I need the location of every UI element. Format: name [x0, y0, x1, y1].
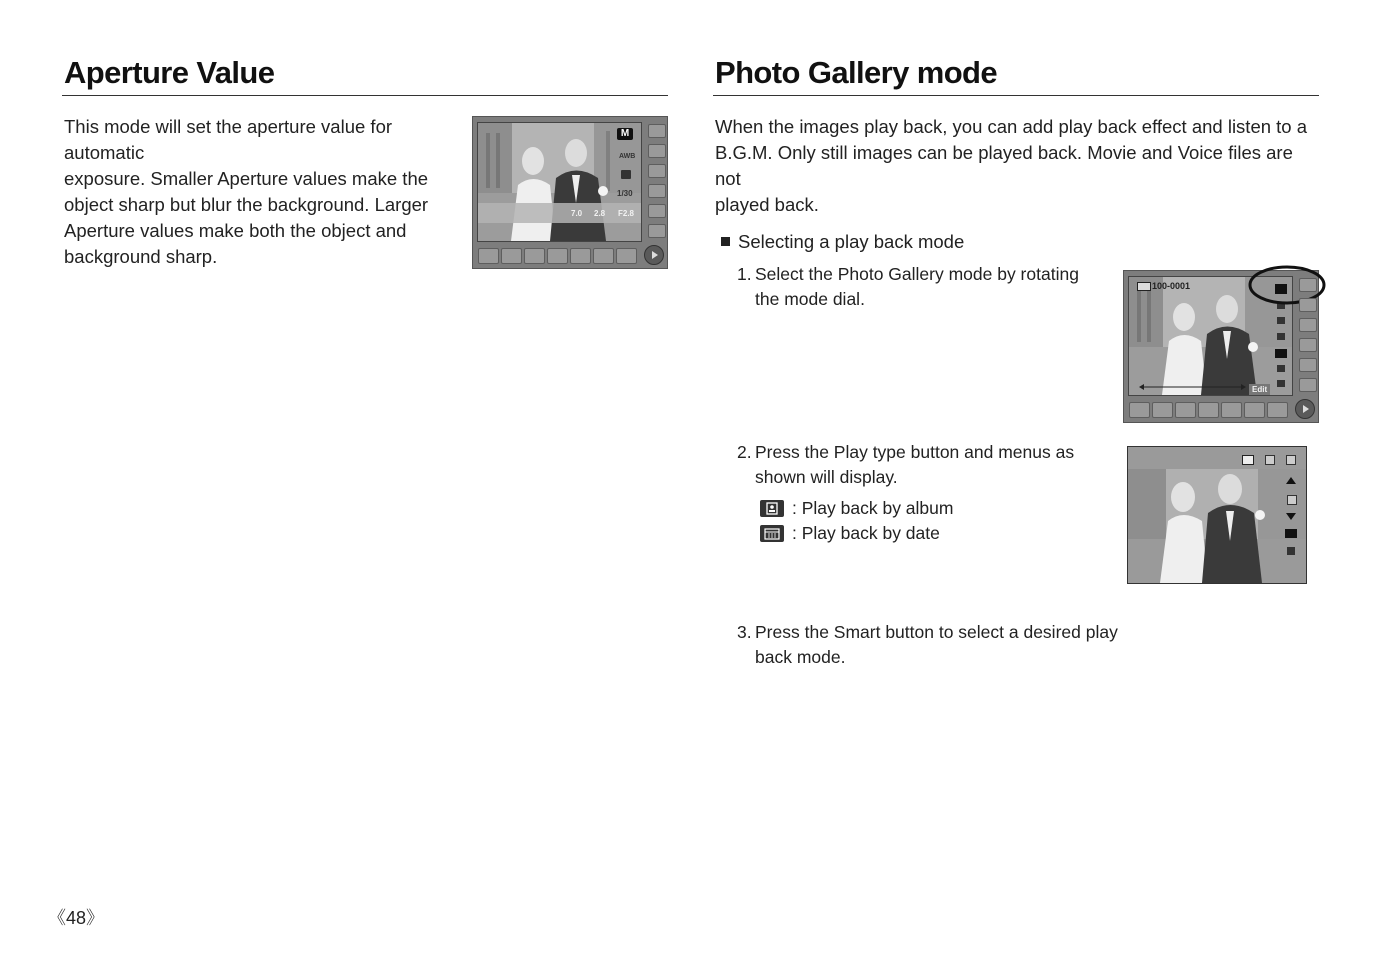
side-button — [648, 224, 666, 238]
up-arrow-icon — [1286, 477, 1296, 484]
left-title: Aperture Value — [64, 55, 275, 90]
edit-label: Edit — [1249, 384, 1270, 395]
bottom-button — [1152, 402, 1173, 418]
left-body-line: exposure. Smaller Aperture values make the — [64, 168, 429, 189]
step-number: 1. — [737, 264, 752, 284]
right-title: Photo Gallery mode — [715, 55, 998, 90]
bottom-button — [1267, 402, 1288, 418]
aperture-value: 2.8 — [594, 209, 606, 218]
calendar-icon — [760, 525, 784, 542]
step-text: Press the Smart button to select a desired play — [755, 622, 1118, 642]
step-number: 2. — [737, 442, 752, 462]
right-title-rule — [713, 95, 1319, 96]
album-icon — [1265, 455, 1275, 465]
side-button — [1299, 278, 1317, 292]
awb-indicator: AWB — [619, 153, 636, 160]
aperture-bar — [478, 203, 641, 223]
left-title-rule — [62, 95, 668, 96]
menu-icon — [1277, 365, 1285, 372]
calendar-icon — [1242, 455, 1254, 465]
step-2 — [737, 440, 1117, 490]
section-heading-text: Selecting a play back mode — [738, 231, 965, 252]
menu-bar — [1128, 447, 1306, 469]
right-intro — [715, 114, 1315, 218]
file-number: 100-0001 — [1152, 281, 1191, 291]
bottom-button — [616, 248, 637, 264]
menu-icon — [1287, 547, 1295, 555]
right-intro-line: B.G.M. Only still images can be played back. Movie and Voice files are not — [715, 142, 1293, 189]
aperture-value: 7.0 — [571, 209, 583, 218]
legend-album-text: : Play back by album — [792, 498, 954, 518]
aperture-camera-illustration — [472, 116, 668, 269]
side-button — [648, 144, 666, 158]
left-body — [64, 114, 464, 270]
album-icon — [760, 500, 784, 517]
metering-icon — [621, 170, 631, 179]
bottom-button — [478, 248, 499, 264]
left-body-line: object sharp but blur the background. Larger — [64, 194, 429, 215]
section-heading — [721, 231, 964, 253]
album-icon — [1286, 455, 1296, 465]
side-button — [1299, 358, 1317, 372]
right-intro-line: When the images play back, you can add play back effect and listen to a — [715, 116, 1308, 137]
folder-icon — [1137, 282, 1151, 291]
side-button — [648, 204, 666, 218]
side-button — [1299, 318, 1317, 332]
step-text: the mode dial. — [755, 289, 865, 309]
couple-photo — [478, 123, 641, 241]
step-text: Select the Photo Gallery mode by rotating — [755, 264, 1079, 284]
legend-date-text: : Play back by date — [792, 523, 940, 543]
legend-date — [760, 523, 940, 544]
step-text: Press the Play type button and menus as — [755, 442, 1075, 462]
side-button — [1299, 378, 1317, 392]
bottom-button — [593, 248, 614, 264]
menu-icon — [1277, 333, 1285, 340]
side-button — [648, 124, 666, 138]
bottom-button — [524, 248, 545, 264]
menu-icon — [1277, 380, 1285, 387]
bottom-button — [1175, 402, 1196, 418]
step-number: 3. — [737, 622, 752, 642]
menu-icon — [1275, 349, 1287, 358]
square-bullet-icon — [721, 237, 730, 246]
bottom-button — [570, 248, 591, 264]
play-icon — [644, 245, 664, 265]
bottom-button — [1244, 402, 1265, 418]
bottom-button — [547, 248, 568, 264]
bottom-button — [1198, 402, 1219, 418]
play-icon — [1295, 399, 1315, 419]
down-arrow-icon — [1286, 513, 1296, 520]
play-type-menu-screen — [1127, 446, 1307, 584]
page-number: 《48》 — [48, 908, 105, 928]
mode-badge: M — [617, 128, 633, 140]
right-intro-line: played back. — [715, 194, 819, 215]
bottom-button — [1129, 402, 1150, 418]
aperture-camera-screen — [477, 122, 642, 242]
step-1 — [737, 262, 1117, 312]
bottom-button — [501, 248, 522, 264]
step-3 — [737, 620, 1157, 670]
gallery-camera-illustration — [1123, 270, 1319, 423]
bottom-button — [1221, 402, 1242, 418]
side-button — [1299, 298, 1317, 312]
side-button — [1299, 338, 1317, 352]
left-body-line: This mode will set the aperture value for automatic — [64, 116, 393, 163]
menu-icon — [1277, 317, 1285, 324]
menu-icon — [1285, 529, 1297, 538]
aperture-value: F2.8 — [618, 209, 635, 218]
side-button — [648, 164, 666, 178]
side-button — [648, 184, 666, 198]
left-body-line: background sharp. — [64, 246, 218, 267]
legend-album — [760, 498, 953, 519]
menu-icon — [1287, 495, 1297, 505]
left-body-line: Aperture values make both the object and — [64, 220, 407, 241]
step-text: shown will display. — [755, 467, 898, 487]
shutter-speed: 1/30 — [617, 189, 633, 198]
step-text: back mode. — [755, 647, 846, 667]
